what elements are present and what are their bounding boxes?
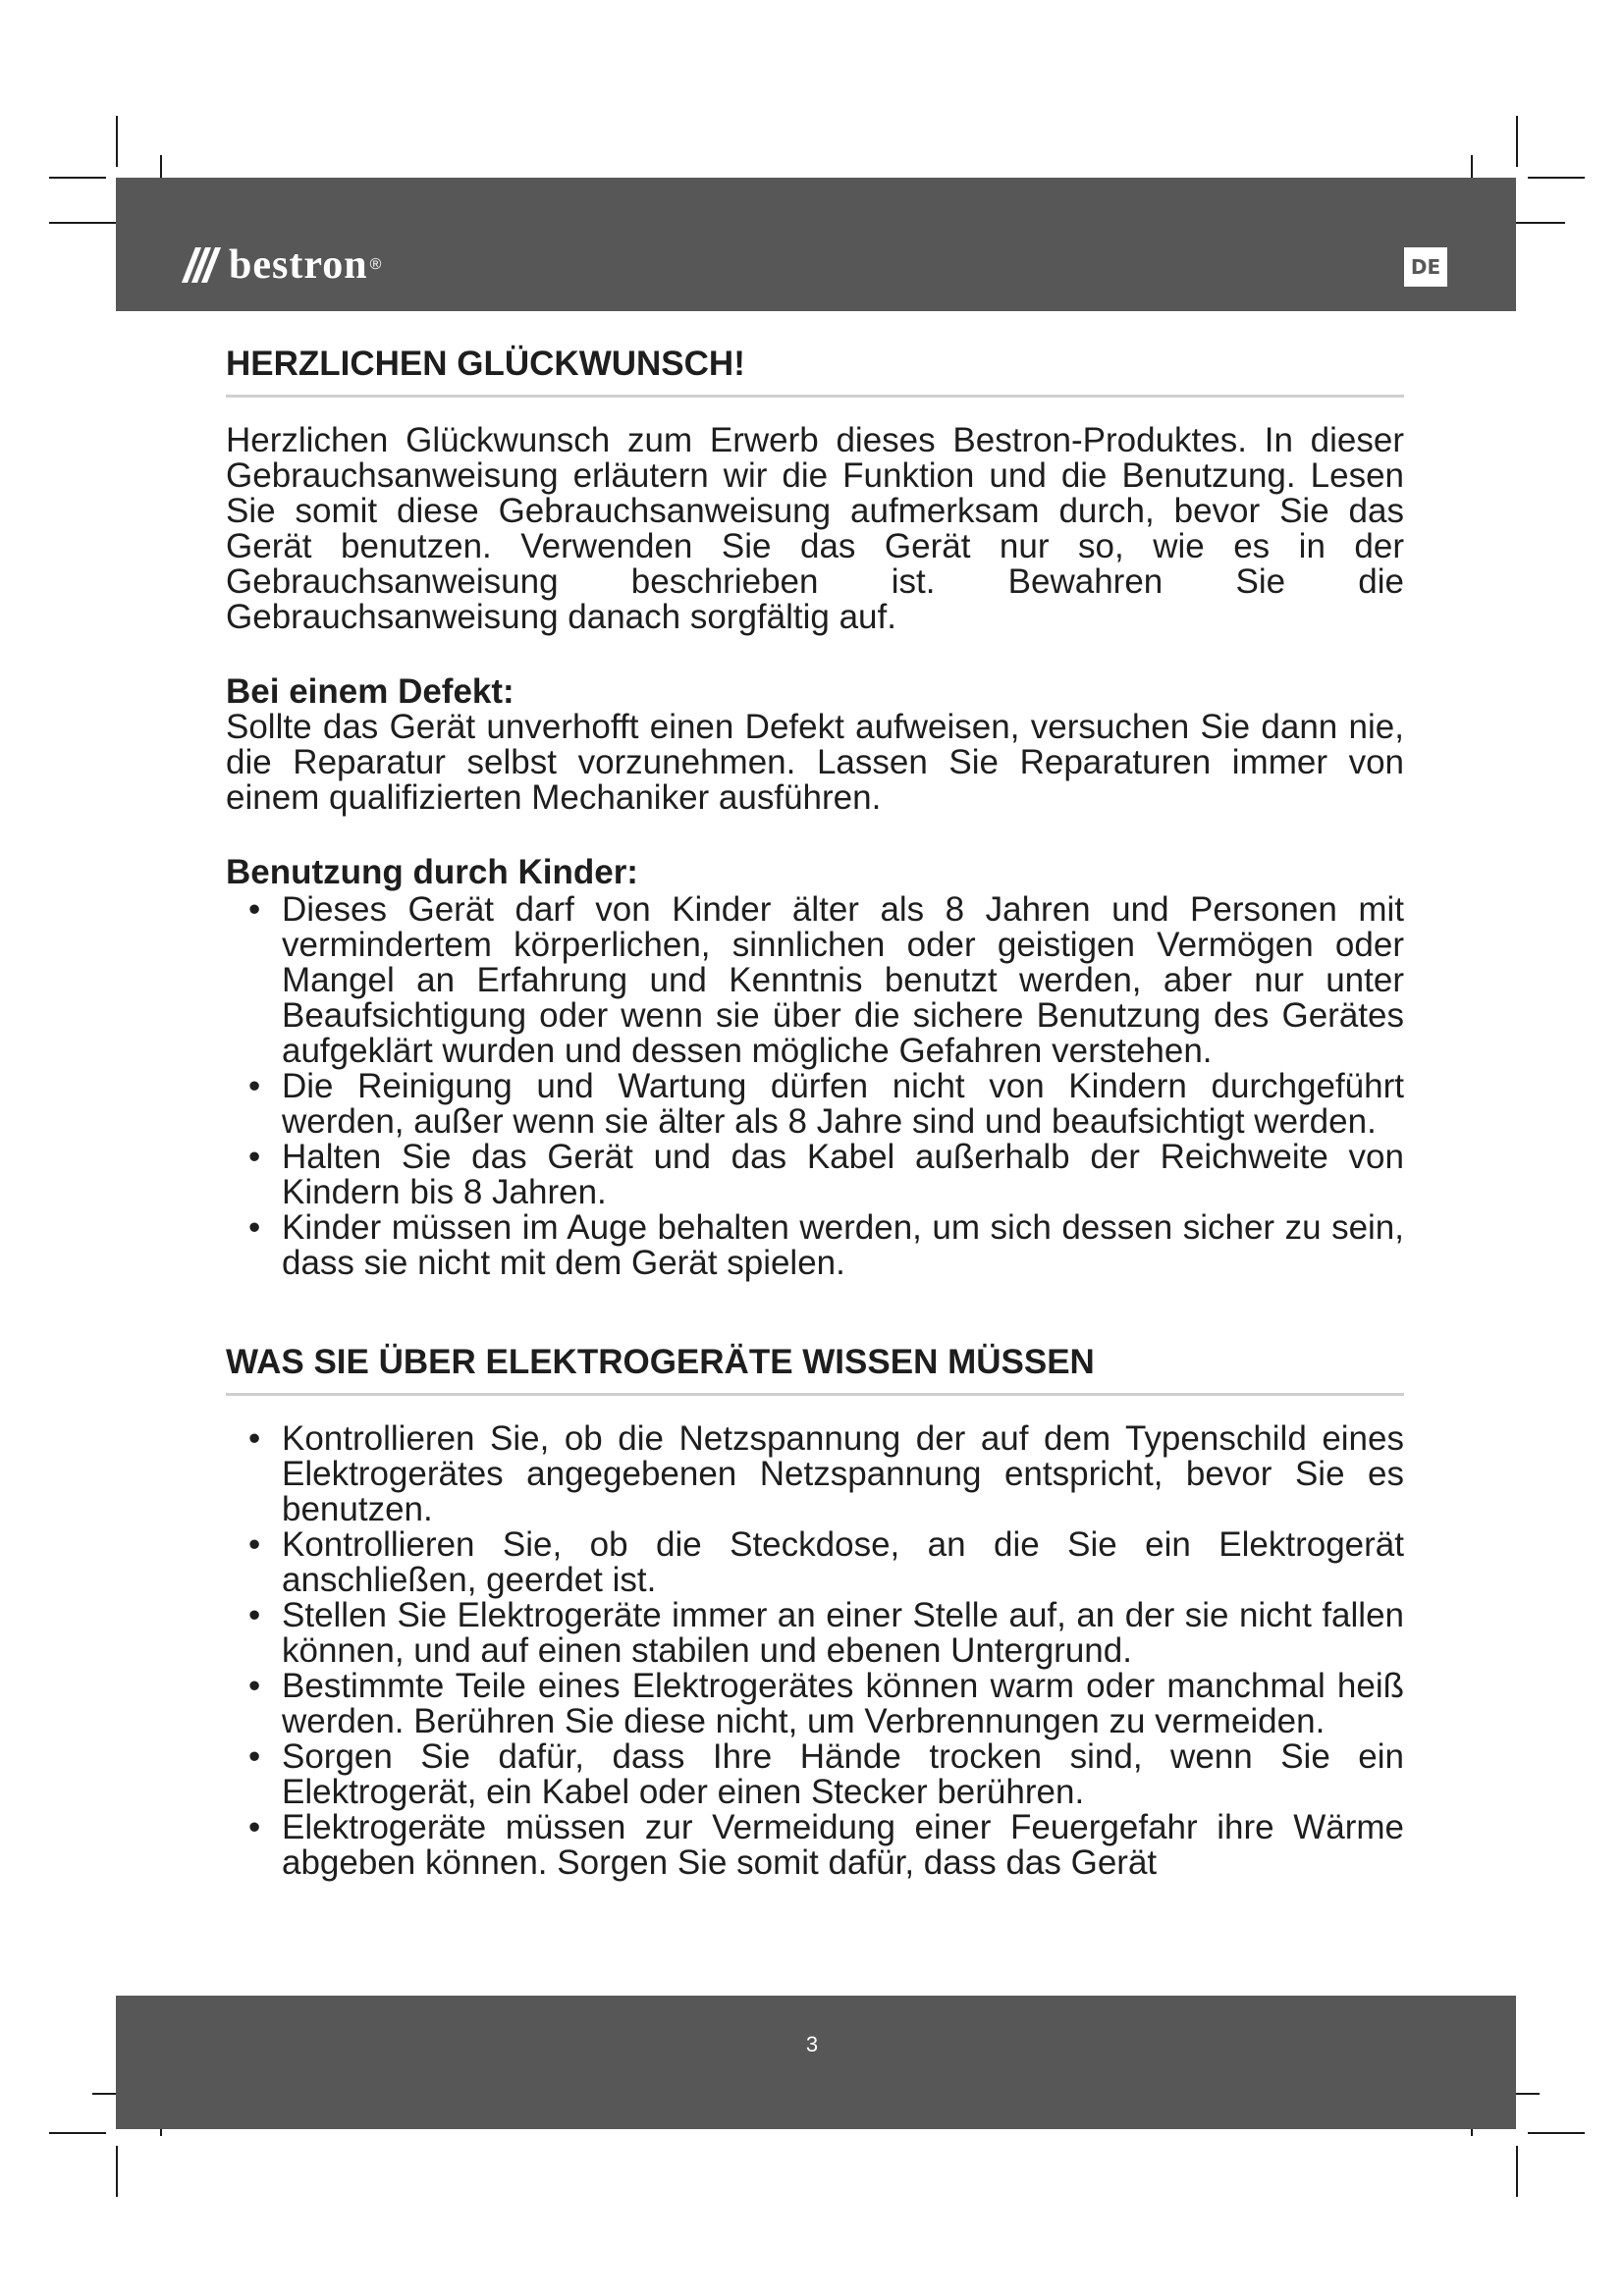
bullet: • [248, 1667, 261, 1705]
defect-heading: Bei einem Defekt: [226, 672, 514, 711]
crop-mark [116, 116, 118, 167]
footer-band [116, 1996, 1516, 2129]
list-item: • Kontrollieren Sie, ob die Netzspannung der auf dem Typenschild eines Elektrogerätes angegebenen Netzspannung entspricht, bevor Sie es benutzen. [248, 1419, 1404, 1528]
list-item: • Dieses Gerät darf von Kinder älter als 8 Jahren und Personen mit vermindertem körperlichen, sinnlichen oder geistigen Vermögen oder Mangel an Erfahrung und Kenntnis benutzt werden, aber nur unter Beaufsichtigung oder wenn sie über die sichere Benutzung des Gerätes aufgeklärt wurden und dessen mögliche Gefahren verstehen. [248, 890, 1404, 1070]
defect-paragraph: Sollte das Gerät unverhofft einen Defekt aufweisen, versuchen Sie dann nie, die Reparatur selbst vorzunehmen. Lassen Sie Reparaturen immer von einem qualifizierten Mechaniker ausführen. [226, 708, 1404, 817]
list-item: • Halten Sie das Gerät und das Kabel außerhalb der Reichweite von Kindern bis 8 Jahren. [248, 1138, 1404, 1211]
appliance-safety-list [226, 1421, 1404, 1881]
bullet: • [248, 1067, 261, 1105]
bullet: • [248, 1808, 261, 1846]
list-item: • Kinder müssen im Auge behalten werden, um sich dessen sicher zu sein, dass sie nicht mit dem Gerät spielen. [248, 1208, 1404, 1282]
crop-mark [1516, 116, 1518, 167]
section-heading-congratulations: HERZLICHEN GLÜCKWUNSCH! [226, 344, 1404, 398]
logo-arrows-icon [180, 245, 221, 285]
crop-mark [49, 2132, 106, 2134]
children-list [226, 892, 1404, 1281]
crop-mark [1528, 2132, 1585, 2134]
crop-mark [1516, 2146, 1518, 2197]
page-content [226, 344, 1404, 1881]
brand-logo [180, 238, 381, 293]
bullet: • [248, 890, 261, 929]
intro-paragraph: Herzlichen Glückwunsch zum Erwerb dieses Bestron-Produktes. In dieser Gebrauchsanweisung erläutern wir die Funktion und die Benutzung. Lesen Sie somit diese Gebrauchsanweisung aufmerksam durch, bevor Sie das Gerät benutzen. Verwenden Sie das Gerät nur so, wie es in der Gebrauchsanweisung beschrieben ist. Bewahren Sie die Gebrauchsanweisung danach sorgfältig auf. [226, 421, 1404, 636]
bullet: • [248, 1419, 261, 1458]
appliance-section [226, 1342, 1404, 1881]
list-item: • Kontrollieren Sie, ob die Steckdose, an die Sie ein Elektrogerät anschließen, geerdet ist. [248, 1525, 1404, 1599]
crop-mark [1528, 177, 1585, 179]
brand-name: bestron [229, 242, 368, 288]
bullet: • [248, 1737, 261, 1776]
page-number: 3 [805, 2032, 819, 2056]
crop-mark [49, 177, 106, 179]
list-item: • Sorgen Sie dafür, dass Ihre Hände trocken sind, wenn Sie ein Elektrogerät, ein Kabel oder einen Stecker berühren. [248, 1737, 1404, 1811]
list-item: • Elektrogeräte müssen zur Vermeidung einer Feuergefahr ihre Wärme abgeben können. Sorgen Sie somit dafür, dass das Gerät [248, 1808, 1404, 1882]
list-item: • Stellen Sie Elektrogeräte immer an einer Stelle auf, an der sie nicht fallen können, und auf einen stabilen und ebenen Untergrund. [248, 1596, 1404, 1670]
bullet: • [248, 1525, 261, 1564]
list-item: • Die Reinigung und Wartung dürfen nicht von Kindern durchgeführt werden, außer wenn sie älter als 8 Jahre sind und beaufsichtigt werden. [248, 1067, 1404, 1141]
bullet: • [248, 1208, 261, 1247]
section-heading-appliances: WAS SIE ÜBER ELEKTROGERÄTE WISSEN MÜSSEN [226, 1342, 1404, 1396]
bullet: • [248, 1138, 261, 1176]
registered-mark: ® [369, 256, 382, 273]
list-item: • Bestimmte Teile eines Elektrogerätes können warm oder manchmal heiß werden. Berühren Sie diese nicht, um Verbrennungen zu vermeiden. [248, 1667, 1404, 1740]
bullet: • [248, 1596, 261, 1634]
language-badge: DE [1404, 247, 1447, 287]
crop-mark [116, 2146, 118, 2197]
children-heading: Benutzung durch Kinder: [226, 853, 638, 891]
